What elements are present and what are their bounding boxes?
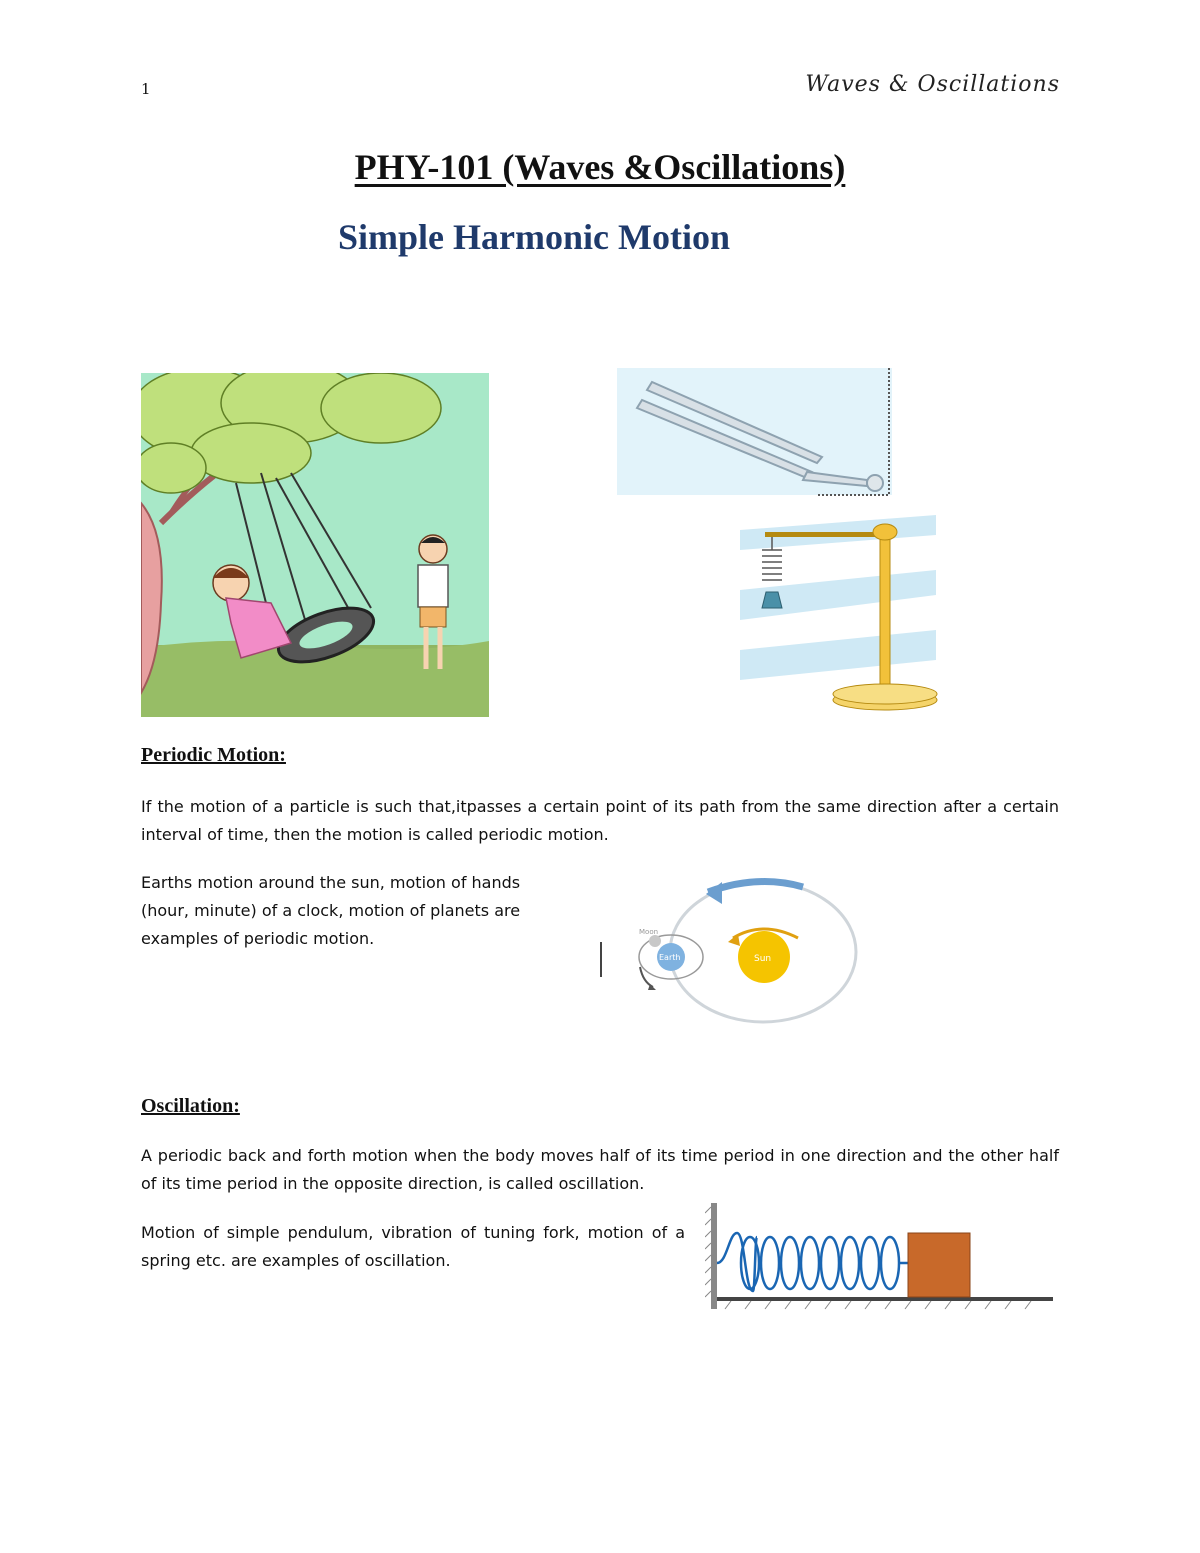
topic-title: Simple Harmonic Motion <box>338 217 730 257</box>
oscillation-definition: A periodic back and forth motion when the body moves half of its time period in one direction and the other half of its time period in the opposite direction, is called oscillation. <box>141 1146 1059 1193</box>
orbit-diagram <box>598 872 860 1024</box>
oscillation-heading: Oscillation: <box>141 1095 240 1117</box>
course-title: PHY-101 (Waves &Oscillations) <box>354 147 846 187</box>
moon-label: Moon <box>639 928 659 936</box>
tuning-fork-illustration <box>617 368 895 498</box>
swing-illustration <box>141 373 489 717</box>
earth-label: Earth <box>659 953 681 962</box>
spring-block-diagram <box>705 1203 1057 1311</box>
sun-label: Sun <box>754 954 772 964</box>
periodic-motion-examples: Earths motion around the sun, motion of hands (hour, minute) of a clock, motion of planets are examples of periodic motion. <box>141 873 521 948</box>
spring-mass-stand-illustration <box>740 510 938 716</box>
periodic-motion-definition: If the motion of a particle is such that,itpasses a certain point of its path from the same direction after a certain interval of time, then the motion is called periodic motion. <box>141 797 1059 844</box>
running-head: Waves & Oscillations <box>805 72 1060 97</box>
oscillation-examples: Motion of simple pendulum, vibration of tuning fork, motion of a spring etc. are examples of oscillation. <box>141 1223 685 1270</box>
periodic-motion-heading: Periodic Motion: <box>141 744 286 766</box>
page-number: 1 <box>141 80 151 98</box>
